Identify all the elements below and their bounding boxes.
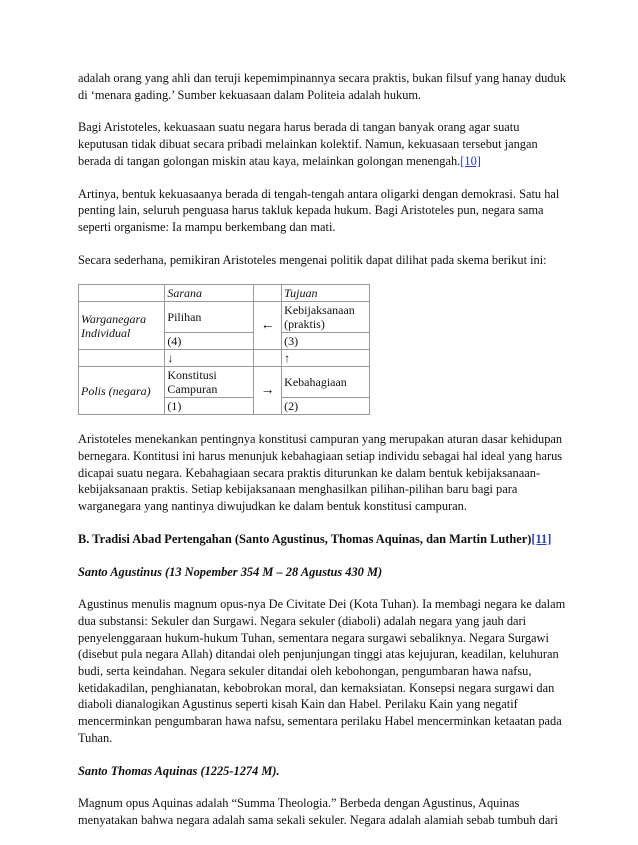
header-tujuan: Tujuan [282,285,370,302]
label-polis: Polis (negara) [79,367,165,415]
table-row [79,350,370,367]
paragraph [78,252,568,269]
cell-num-1: (1) [165,398,254,415]
table-cell-empty [79,285,165,302]
paragraph [78,119,568,169]
arrow-right-icon: → [254,367,282,415]
arrow-down-icon: ↓ [165,350,254,367]
subheading-text: Santo Thomas Aquinas (1225-1274 M). [78,763,280,778]
paragraph [78,186,568,236]
document-page [78,70,568,845]
cell-kebahagiaan: Kebahagiaan [282,367,370,398]
table-row [79,302,370,333]
paragraph-text: Secara sederhana, pemikiran Aristoteles mengenai politik dapat dilihat pada skema berikut ini: [78,252,547,267]
label-warganegara: Warganegara Individual [79,302,165,350]
table-cell-empty [254,285,282,302]
cell-pilihan: Pilihan [165,302,254,333]
section-heading-b [78,531,568,548]
paragraph-text: Bagi Aristoteles, kekuasaan suatu negara harus berada di tangan banyak orang agar suatu keputusan tidak dibuat secara pribadi melainkan kolektif. Namun, kekuasaan tersebut jangan berada di tangan golongan miskin atau kaya, melainkan golongan menengah. [78,120,538,168]
subheading-text: Santo Agustinus (13 Nopember 354 M – 28 Agustus 430 M) [78,564,383,579]
paragraph [78,795,568,828]
paragraph-text: Artinya, bentuk kekuasaanya berada di tengah-tengah antara oligarki dengan demokrasi. Satu hal penting lain, seluruh penguasa harus takluk kepada hukum. Bagi Aristoteles pun, negara sama seperti organisme: Ia mampu berkembang dan mati. [78,186,560,234]
arrow-left-icon: ← [254,302,282,350]
subheading-agustinus [78,564,568,581]
arrow-up-icon: ↑ [282,350,370,367]
cell-num-2: (2) [282,398,370,415]
paragraph [78,431,568,515]
paragraph-text: Agustinus menulis magnum opus-nya De Civitate Dei (Kota Tuhan). Ia membagi negara ke dalam dua substansi: Sekuler dan Surgawi. Negara sekuler (diaboli) adalah negara yang jauh dari penyelenggaraan hukum-hukum Tuhan, sementara negara surgawi sebaliknya. Negara Surgawi (disebut pula negara Allah) ditandai oleh penjunjungan tinggi atas kejujuran, keadilan, keluhuran budi, serta keindahan. Negara sekuler ditandai oleh kebohongan, pengumbaran hawa nafsu, ketidakadilan, penghianatan, kebobrokan moral, dan kemaksiatan. Konsepsi negara surgawi dan diaboli dianalogikan Agustinus seperti kisah Kain dan Habel. Perilaku Kain yang negatif mencerminkan pengumbaran hawa nafsu, sementara perilaku Habel mencerminkan ketaatan pada Tuhan. [78,597,566,745]
paragraph [78,596,568,746]
heading-text: B. Tradisi Abad Pertengahan (Santo Agustinus, Thomas Aquinas, dan Martin Luther) [78,531,532,546]
paragraph-text: adalah orang yang ahli dan teruji kepemimpinannya secara praktis, bukan filsuf yang hanay duduk di ‘menara gading.’ Sumber kekuasaan dalam Politeia adalah hukum. [78,71,566,102]
cell-kebijaksanaan: Kebijaksanaan (praktis) [282,302,370,333]
paragraph [78,70,568,103]
table-row [79,285,370,302]
header-sarana: Sarana [165,285,254,302]
table-row [79,367,370,398]
footnote-link-11[interactable]: [11] [531,531,552,546]
cell-num-4: (4) [165,333,254,350]
subheading-aquinas [78,763,568,780]
cell-num-3: (3) [282,333,370,350]
cell-konstitusi: Konstitusi Campuran [165,367,254,398]
paragraph-text: Aristoteles menekankan pentingnya konstitusi campuran yang merupakan aturan dasar kehidupan bernegara. Kontitusi ini harus menunjuk kebahagiaan setiap individu sebagai hal ideal yang harus dicapai suatu negara. Kebahagiaan secara praktis diturunkan ke dalam bentuk kebijaksanaan-kebijaksanaan praktis. Setiap kebijaksanaan menghasilkan pilihan-pilihan baru bagi para warganegara yang nantinya diwujudkan ke dalam bentuk konstitusi campuran. [78,432,563,514]
table-cell-empty [79,350,165,367]
paragraph-text: Magnum opus Aquinas adalah “Summa Theologia.” Berbeda dengan Agustinus, Aquinas menyatakan bahwa negara adalah sama sekali sekuler. Negara adalah alamiah sebab tumbuh dari [78,796,558,827]
aristoteles-scheme-table [78,284,370,415]
table-cell-empty [254,350,282,367]
footnote-link-10[interactable]: [10] [460,153,481,168]
